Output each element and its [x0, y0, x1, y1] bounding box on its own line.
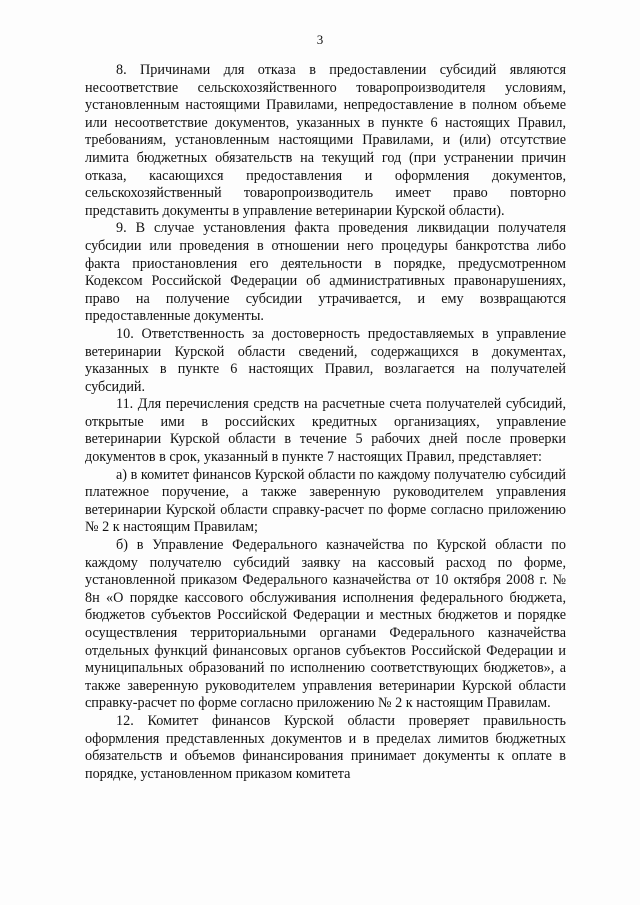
paragraph-11-transfer: 11. Для перечисления средств на расчетные счета получателей субсидий, открытые ими в российских кредитных организациях, управление ветеринарии Курской области в течение 5 рабочих дней после проверки документов в срок, указанный в пункте 7 настоящих Правил, представляет:: [85, 396, 566, 466]
paragraph-10-responsibility: 10. Ответственность за достоверность предоставляемых в управление ветеринарии Курской области сведений, содержащихся в документах, указанных в пункте 6 настоящих Правил, возлагается на получателей субсидий.: [85, 325, 566, 395]
paragraph-12-verification: 12. Комитет финансов Курской области проверяет правильность оформления представленных документов и в пределах лимитов бюджетных обязательств и объемов финансирования принимает документы к оплате в порядке, установленном приказом комитета: [85, 712, 566, 782]
paragraph-8-refusal-reasons: 8. Причинами для отказа в предоставлении субсидий являются несоответствие сельскохозяйственного товаропроизводителя условиям, установленным настоящими Правилами, непредоставление в полном объеме или несоответствие документов, указанных в пункте 6 настоящих Правил, требованиям, установленным настоящими Правилами, и (или) отсутствие лимита бюджетных обязательств на текущий год (при устранении причин отказа, касающихся предоставления и оформления документов, сельскохозяйственный товаропроизводитель имеет право повторно представить документы в управление ветеринарии Курской области).: [85, 62, 566, 219]
document-body: [85, 62, 566, 783]
paragraph-11b-treasury: б) в Управление Федерального казначейства по Курской области по каждому получателю субсидий заявку на кассовый расход по форме, установленной приказом Федерального казначейства от 10 октября 2008 г. № 8н «О порядке кассового обслуживания исполнения федерального бюджета, бюджетов субъектов Российской Федерации и местных бюджетов и порядке осуществления территориальными органами Федерального казначейства отдельных функций финансовых органов субъектов Российской Федерации и муниципальных образований по исполнению соответствующих бюджетов», а также заверенную руководителем управления ветеринарии Курской области справку-расчет по форме согласно приложению № 2 к настоящим Правилам.: [85, 537, 566, 712]
page-number: 3: [316, 32, 324, 47]
paragraph-11a-finance-committee: а) в комитет финансов Курской области по каждому получателю субсидий платежное поручение, а также заверенную руководителем управления ветеринарии Курской области справку-расчет по форме согласно приложению № 2 к настоящим Правилам;: [85, 466, 566, 536]
paragraph-9-liquidation: 9. В случае установления факта проведения ликвидации получателя субсидии или проведения в отношении него процедуры банкротства либо факта приостановления его деятельности в порядке, предусмотренном Кодексом Российской Федерации об административных правонарушениях, право на получение субсидии утрачивается, и ему возвращаются предоставленные документы.: [85, 220, 566, 325]
